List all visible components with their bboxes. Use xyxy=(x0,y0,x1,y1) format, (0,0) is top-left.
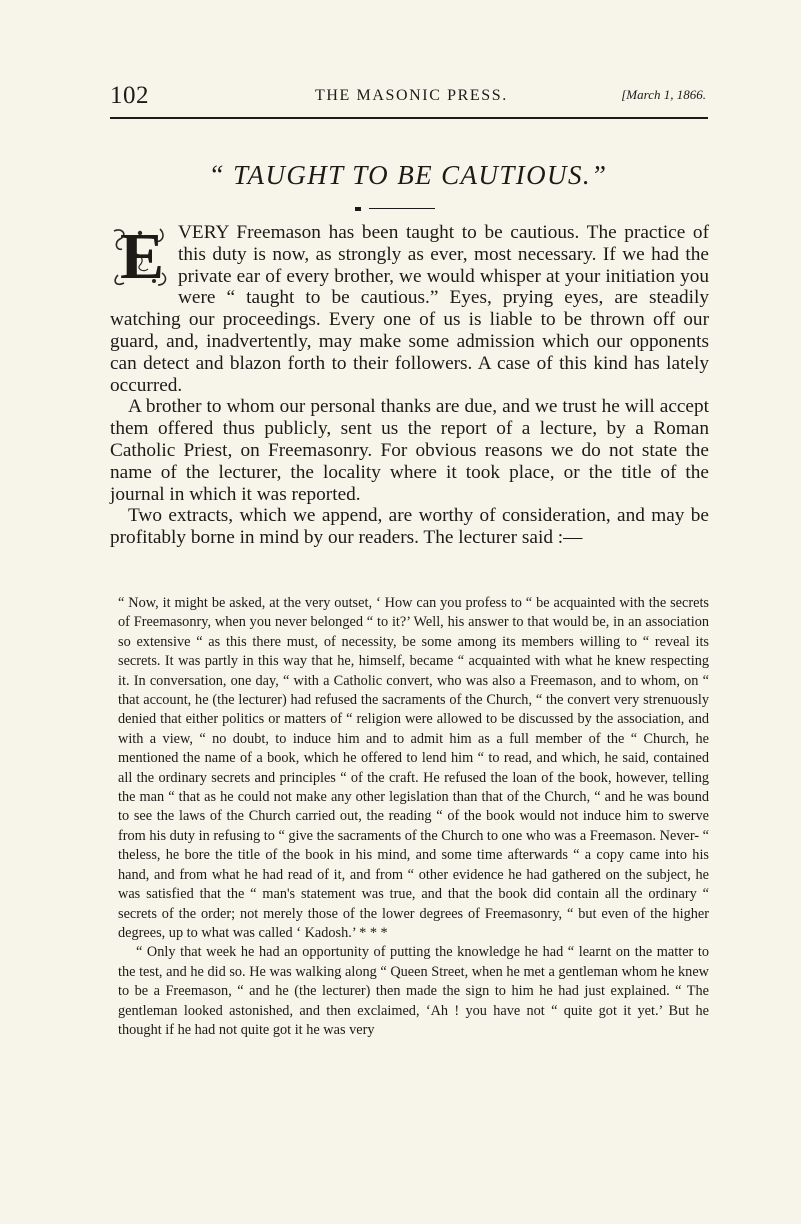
title-ornament xyxy=(355,206,435,212)
extract-paragraph: “ Now, it might be asked, at the very outset, ‘ How can you profess to “ be acquainted with the secrets of Freemasonry, when you never belonged “ to it?’ Well, his answer to that would be, in an association so extensive “ as this there must, of necessity, be some among its members willing to “ reveal its secrets. It was partly in this way that he, himself, became “ acquainted with what he knew respecting it. In conversation, one day, “ with a Catholic convert, who was also a Freemason, and to whom, on “ that account, he (the lecturer) had refused the sacraments of the Church, “ the convert very strenuously denied that either politics or matters of “ religion were allowed to be discussed by the association, and with a view, “ no doubt, to induce him and to admit him as a full member of the “ Church, he mentioned the name of a book, which he offered to lend him “ to read, and which, he said, contained all the ordinary secrets and principles “ of the craft. He refused the loan of the book, however, telling the man “ that as he could not make any other legislation than that of the Church, “ and he was bound to see the laws of the Church carried out, the reading “ of the book would not induce him to swerve from his duty in refusing to “ give the sacraments of the Church to one who was a Freemason. Never- “ theless, he bore the title of the book in his mind, and some time afterwards “ a copy came into his hand, and from what he had read of it, and from “ other evidence he had gathered on the subject, he was satisfied that the “ man's statement was true, and that the book did contain all the ordinary “ secrets of the order; not merely those of the lower degrees of Freemasonry, “ but even of the higher degrees, up to what was called ‘ Kadosh.’ * * * xyxy=(118,595,709,941)
drop-cap-letter: E xyxy=(120,220,165,293)
paragraph: A brother to whom our personal thanks are due, and we trust he will accept them offered thus publicly, sent us the report of a lecture, by a Roman Catholic Priest, on Freemasonry. For obvious reasons we do not state the name of the lecturer, the locality where it took place, or the title of the journal in which it was reported. xyxy=(110,396,709,505)
paragraph: Two extracts, which we append, are worthy of consideration, and may be profitably borne in mind by our readers. The lecturer said :— xyxy=(110,505,709,549)
header-rule xyxy=(110,117,708,119)
issue-date: [March 1, 1866. xyxy=(621,87,706,102)
page-number: 102 xyxy=(110,82,149,109)
paragraph: VERY Freemason has been taught to be cautious. The practice of this duty is now, as strongly as ever, most necessary. If we had the private ear of every brother, we would whisper at your initiation you were “ taught to be cautious.” Eyes, prying eyes, are steadily watching our proceedings. Every one of us is liable to be thrown off our guard, and, inadvertently, may make some admission which our opponents can detect and blazon forth to their followers. A case of this kind has lately occurred. xyxy=(110,222,709,396)
drop-cap xyxy=(110,220,170,293)
article-title: “ TAUGHT TO BE CAUTIOUS.” xyxy=(208,160,608,190)
lecture-extract xyxy=(118,594,709,1194)
running-title: THE MASONIC PRESS. xyxy=(315,87,508,104)
extract-paragraph: “ Only that week he had an opportunity of putting the knowledge he had “ learnt on the matter to the test, and he did so. He was walking along “ Queen Street, when he met a gentleman whom he knew to be a Freemason, “ and he (the lecturer) then made the sign to him he had just explained. “ The gentleman looked astonished, and then exclaimed, ‘Ah ! you have not “ quite got it yet.’ But he thought if he had not quite got it he was very xyxy=(118,944,709,1038)
article-body xyxy=(110,220,709,549)
running-header xyxy=(110,82,706,108)
